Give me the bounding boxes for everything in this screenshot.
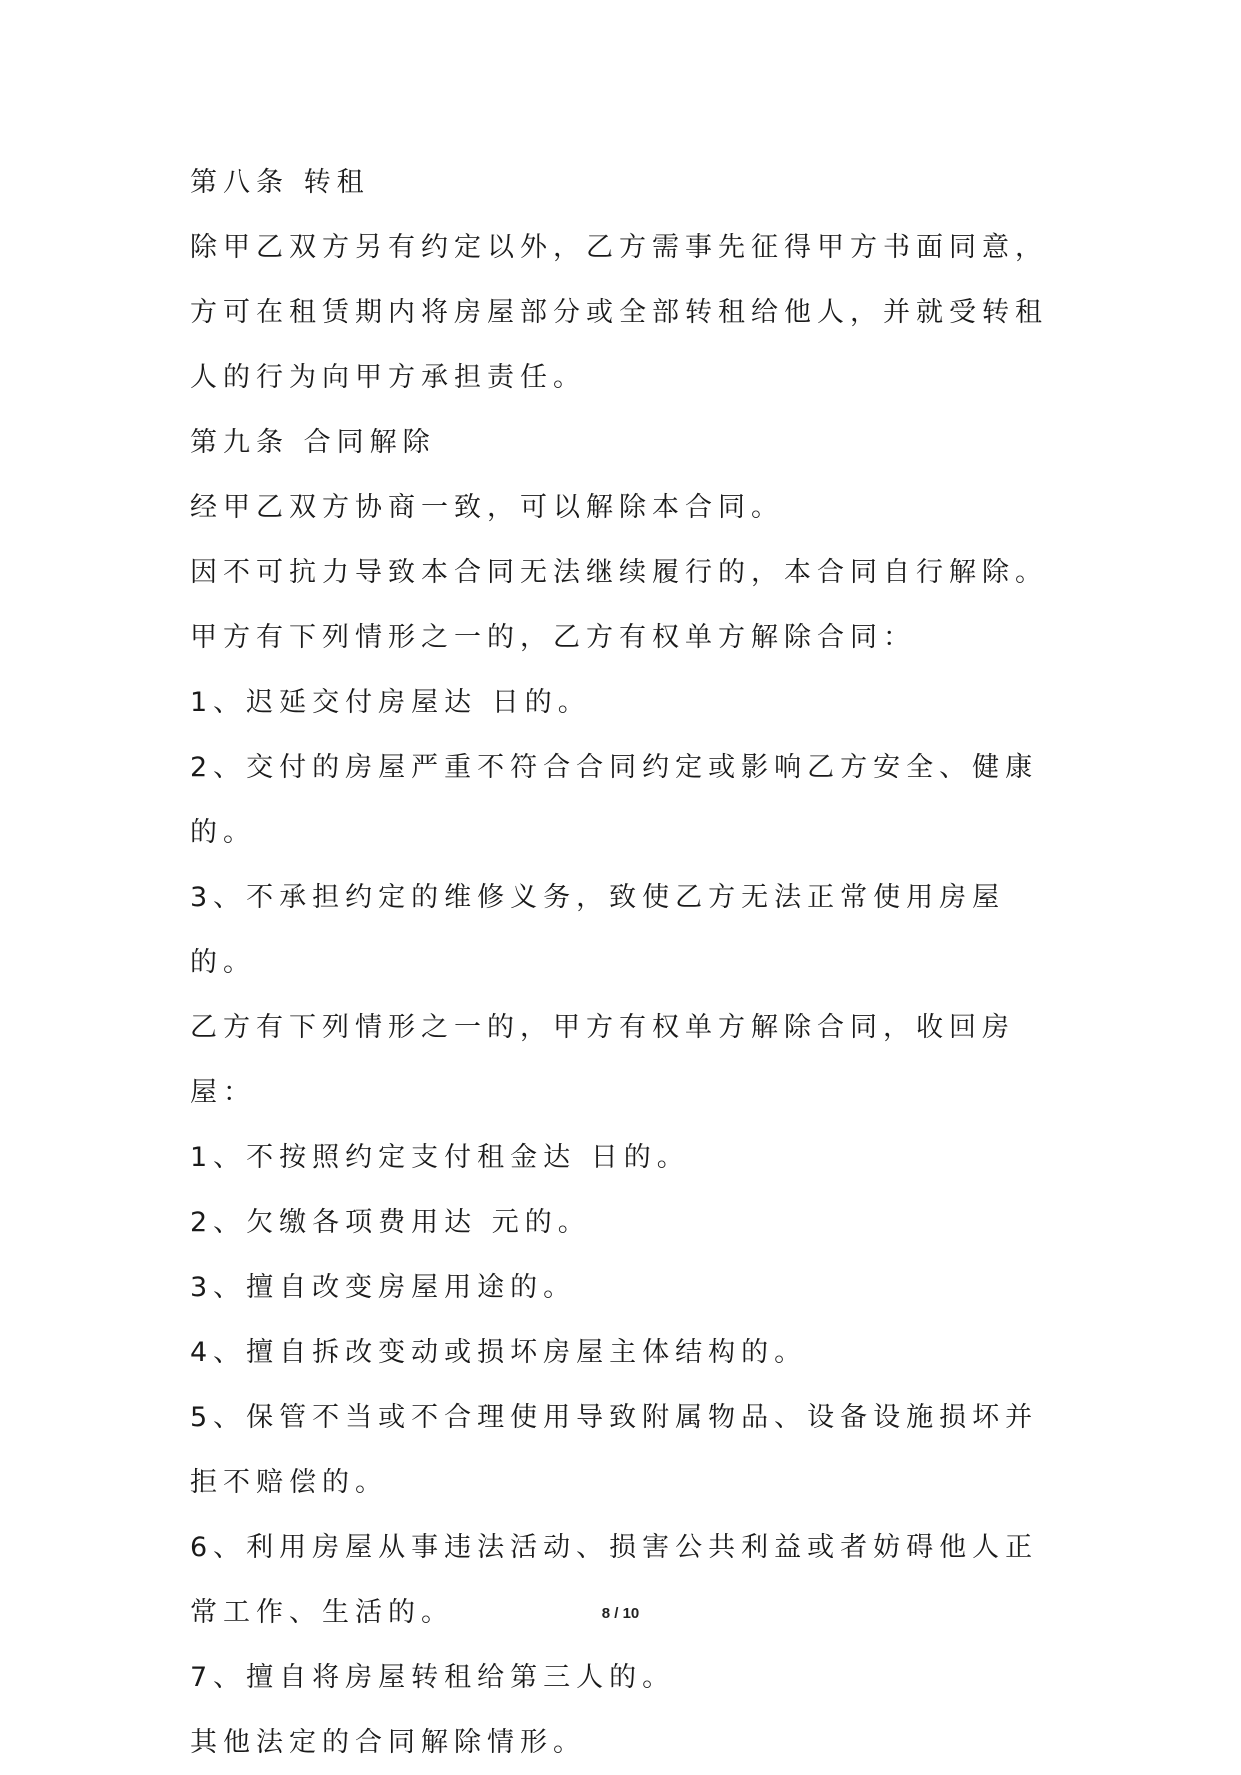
list-item: 3、擅自改变房屋用途的。 xyxy=(190,1272,577,1303)
list-item: 7、擅自将房屋转租给第三人的。 xyxy=(190,1662,676,1693)
section-heading-9: 第九条 合同解除 xyxy=(190,427,436,458)
list-item: 6、利用房屋从事违法活动、损害公共利益或者妨碍他人正常工作、生活的。 xyxy=(190,1532,1039,1628)
paragraph: 甲方有下列情形之一的，乙方有权单方解除合同： xyxy=(190,622,916,653)
list-item: 2、欠缴各项费用达 元的。 xyxy=(190,1207,591,1238)
paragraph: 因不可抗力导致本合同无法继续履行的，本合同自行解除。 xyxy=(190,557,1048,588)
document-body xyxy=(190,150,1070,1775)
list-item: 1、迟延交付房屋达 日的。 xyxy=(190,687,591,718)
list-item: 5、保管不当或不合理使用导致附属物品、设备设施损坏并拒不赔偿的。 xyxy=(190,1402,1039,1498)
paragraph: 其他法定的合同解除情形。 xyxy=(190,1727,586,1758)
paragraph: 除甲乙双方另有约定以外，乙方需事先征得甲方书面同意，方可在租赁期内将房屋部分或全部转租给他人，并就受转租人的行为向甲方承担责任。 xyxy=(190,232,1048,393)
section-heading-8: 第八条 转租 xyxy=(190,167,370,198)
paragraph: 乙方有下列情形之一的，甲方有权单方解除合同，收回房屋： xyxy=(190,1012,1015,1108)
page-number: 8 / 10 xyxy=(601,1605,640,1622)
paragraph: 经甲乙双方协商一致，可以解除本合同。 xyxy=(190,492,784,523)
list-item: 2、交付的房屋严重不符合合同约定或影响乙方安全、健康的。 xyxy=(190,752,1039,848)
list-item: 3、不承担约定的维修义务，致使乙方无法正常使用房屋的。 xyxy=(190,882,1006,978)
list-item: 4、擅自拆改变动或损坏房屋主体结构的。 xyxy=(190,1337,808,1368)
list-item: 1、不按照约定支付租金达 日的。 xyxy=(190,1142,690,1173)
